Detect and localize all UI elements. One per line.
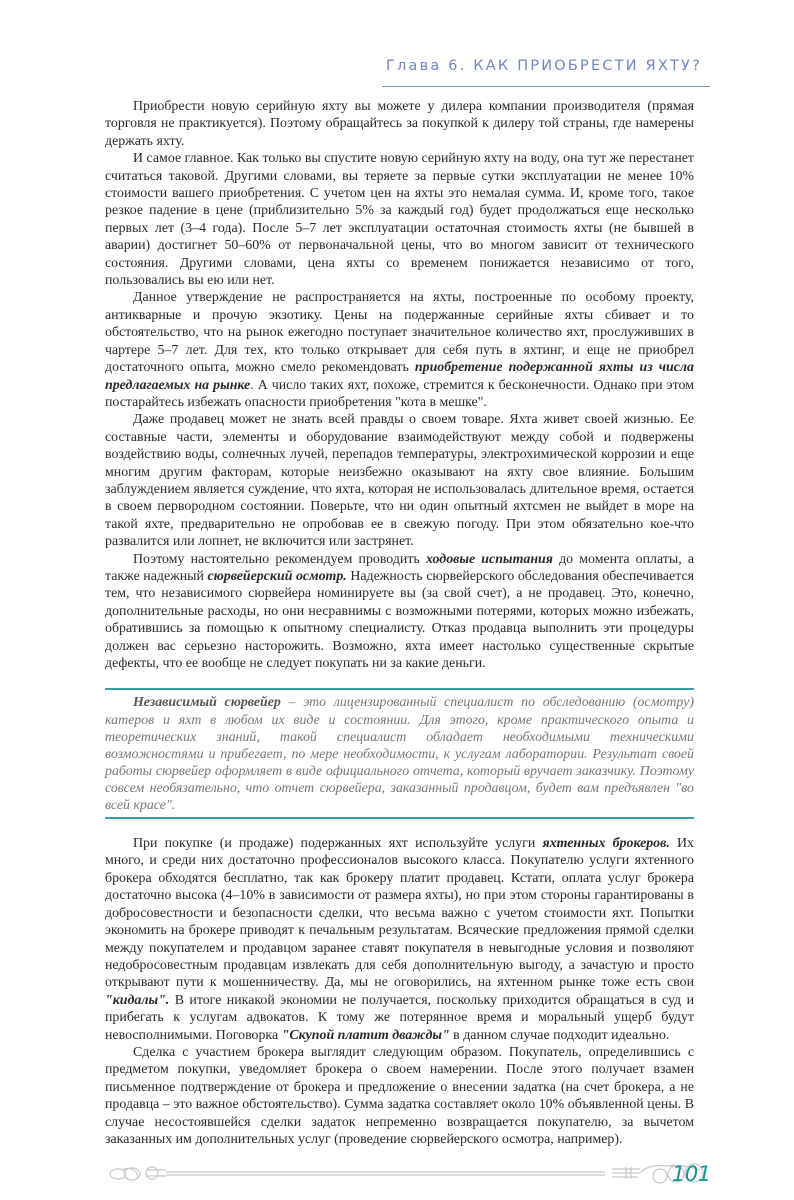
paragraph: Даже продавец может не знать всей правды о своем товаре. Яхта живет своей жизнью. Ее составные части, элементы и оборудование взаимодействуют между собой и подвержены воздействию воды, солнечных лучей, перепадов температуры, электрохимической коррозии и еще многим другим факторам, которые неизбежно оказывают на яхту свое влияние. Большим заблуждением является суждение, что яхта, которая не использовалась длительное время, остается в своем первородном состоянии. Поверьте, что ни один опытный яхтсмен не выйдет в море на такой яхте, предварительно не опробовав ее в свежую погоду. При этом обязательно кое-что развалится или лопнет, не включится или застрянет. <box>105 412 694 550</box>
text-run: в данном случае подходит идеально. <box>449 1027 670 1043</box>
page-footer <box>100 1160 710 1200</box>
text-run: В итоге никакой экономии не получается, поскольку приходится обращаться в суд и прибегать к услугам адвокатов. К тому же потерянное время и моральный ущерб будут невосполнимыми. Поговорка <box>105 992 694 1043</box>
text-run: Надежность сюрвейерского обследования обеспечивается тем, что независимого сюрвейера номинируете вы (за свой счет), а не продавец. Это, конечно, дополнительные расходы, но они несравнимы с возможными потерями, которых можно избежать, обратившись за помощью к опытному специалисту. Отказ продавца выполнить эти процедуры должен вас серьезно насторожить. Возможно, яхта имеет настолько существенные скрытые дефекты, что ее вообще не следует покупать ни за какие деньги. <box>105 568 694 671</box>
emphasis: "кидалы". <box>105 992 170 1008</box>
paragraph: Приобрести новую серийную яхту вы можете у дилера компании производителя (прямая торговля не практикуется). Поэтому обращайтесь за покупкой к дилеру той страны, где намерены держать яхту. <box>105 99 694 149</box>
paragraph: И самое главное. Как только вы спустите новую серийную яхту на воду, она тут же перестанет считаться таковой. Другими словами, вы теряете за первые сутки эксплуатации не менее 10% стоимости вашего приобретения. С учетом цен на яхты это немалая сумма. И, кроме того, такое резкое падение в цене (приблизительно 5% за каждый год) будет продолжаться еще несколько первых лет (3–4 года). После 5–7 лет эксплуатации остаточная стоимость яхты (не бывшей в аварии) достигнет 50–60% от первоначальной цены, что во многом зависит от технического состояния. Другими словами, цена яхты со временем понижается независимо от того, пользовались вы ею или нет. <box>105 151 694 289</box>
definition-callout <box>105 688 694 819</box>
text-run: Поэтому настоятельно рекомендуем проводить <box>133 551 426 567</box>
paragraph <box>105 289 694 411</box>
callout-paragraph <box>105 694 694 814</box>
callout-term: Независимый сюрвейер <box>133 695 281 711</box>
text-run: до момента оплаты, а также надежный <box>105 551 695 584</box>
rope-knot-icon <box>100 1162 710 1192</box>
body-text-section-1 <box>105 98 694 672</box>
paragraph <box>105 835 694 1044</box>
page-header <box>0 0 794 98</box>
page-content <box>105 98 694 1148</box>
paragraph: Сделка с участием брокера выглядит следующим образом. Покупатель, определившись с предметом покупки, уведомляет брокера о своем намерении. После этого получает взамен письменное подтверждение от брокера и предложение о внесении задатка (на счет брокера, а не продавца – это важное обстоятельство). Сумма задатка составляет около 10% объявленной цены. В случае несостоявшейся сделки задаток непременно возвращается покупателю, за вычетом заказанных им дополнительных услуг (проведение сюрвейерского осмотра, например). <box>105 1044 694 1147</box>
emphasis: "Скупой платит дважды" <box>281 1027 450 1043</box>
text-run: При покупке (и продаже) подержанных яхт используйте услуги <box>133 836 543 852</box>
body-text-section-2 <box>105 835 694 1148</box>
text-run: Их много, и среди них достаточно профессионалов высокого класса. Покупателю услуги яхтенного брокера обходятся бесплатно, так как брокеру платит продавец. Кстати, оплата услуг брокера достаточно высока (4–10% в зависимости от размера яхты), но при этом стороны гарантированы в добросовестности и безопасности сделки, что весьма важно с учетом стоимости яхт. Попытки экономить на брокере приводят к печальным результатам. Всяческие предложения прямой сделки между покупателем и продавцом заранее ставят покупателя в невыгодные условия и позволяют недобросовестным продавцам извлекать для себя дополнительную выгоду, а зачастую и просто открывают пути к мошенничеству. Да, мы не оговорились, на яхтенном рынке тоже есть свои <box>105 836 694 991</box>
running-head-title: Глава 6. КАК ПРИОБРЕСТИ ЯХТУ? <box>386 58 702 74</box>
emphasis: сюрвейерский осмотр. <box>207 568 347 584</box>
paragraph <box>105 551 694 673</box>
emphasis: яхтенных брокеров. <box>542 836 670 852</box>
text-run: Данное утверждение не распространяется на яхты, построенные по особому проекту, антикварные и прочую экзотику. Цены на подержанные серийные яхты сбивает и то обстоятельство, что на рынок ежегодно поступает значительное количество яхт, прослуживших в чартере 5–7 лет. Для тех, кто только открывает для себя путь в яхтинг, и еще не приобрел достаточного опыта, можно смело рекомендовать <box>105 290 694 376</box>
callout-definition: – это лицензированный специалист по обследованию (осмотру) катеров и яхт в любом их виде и состоянии. Для этого, кроме практического опыта и теоретических знаний, такой специалист обладает необходимыми техническими возможностями и прибегает, по мере необходимости, к услугам лаборатории. Результат своей работы сюрвейер оформляет в виде официального отчета, который вручает заказчику. Поэтому совсем необязательно, что отчет сюрвейера, заказанный продавцом, будет вам предъявлен "во всей красе". <box>105 695 694 813</box>
emphasis: ходовые испытания <box>425 551 553 567</box>
text-run: . А число таких яхт, похоже, стремится к бесконечности. Однако при этом постарайтесь избежать опасности приобретения "кота в мешке". <box>105 377 694 410</box>
header-rule <box>382 86 710 87</box>
page-number: 101 <box>672 1162 711 1187</box>
emphasis: приобретение подержанной яхты из числа предлагаемых на рынке <box>105 360 694 393</box>
